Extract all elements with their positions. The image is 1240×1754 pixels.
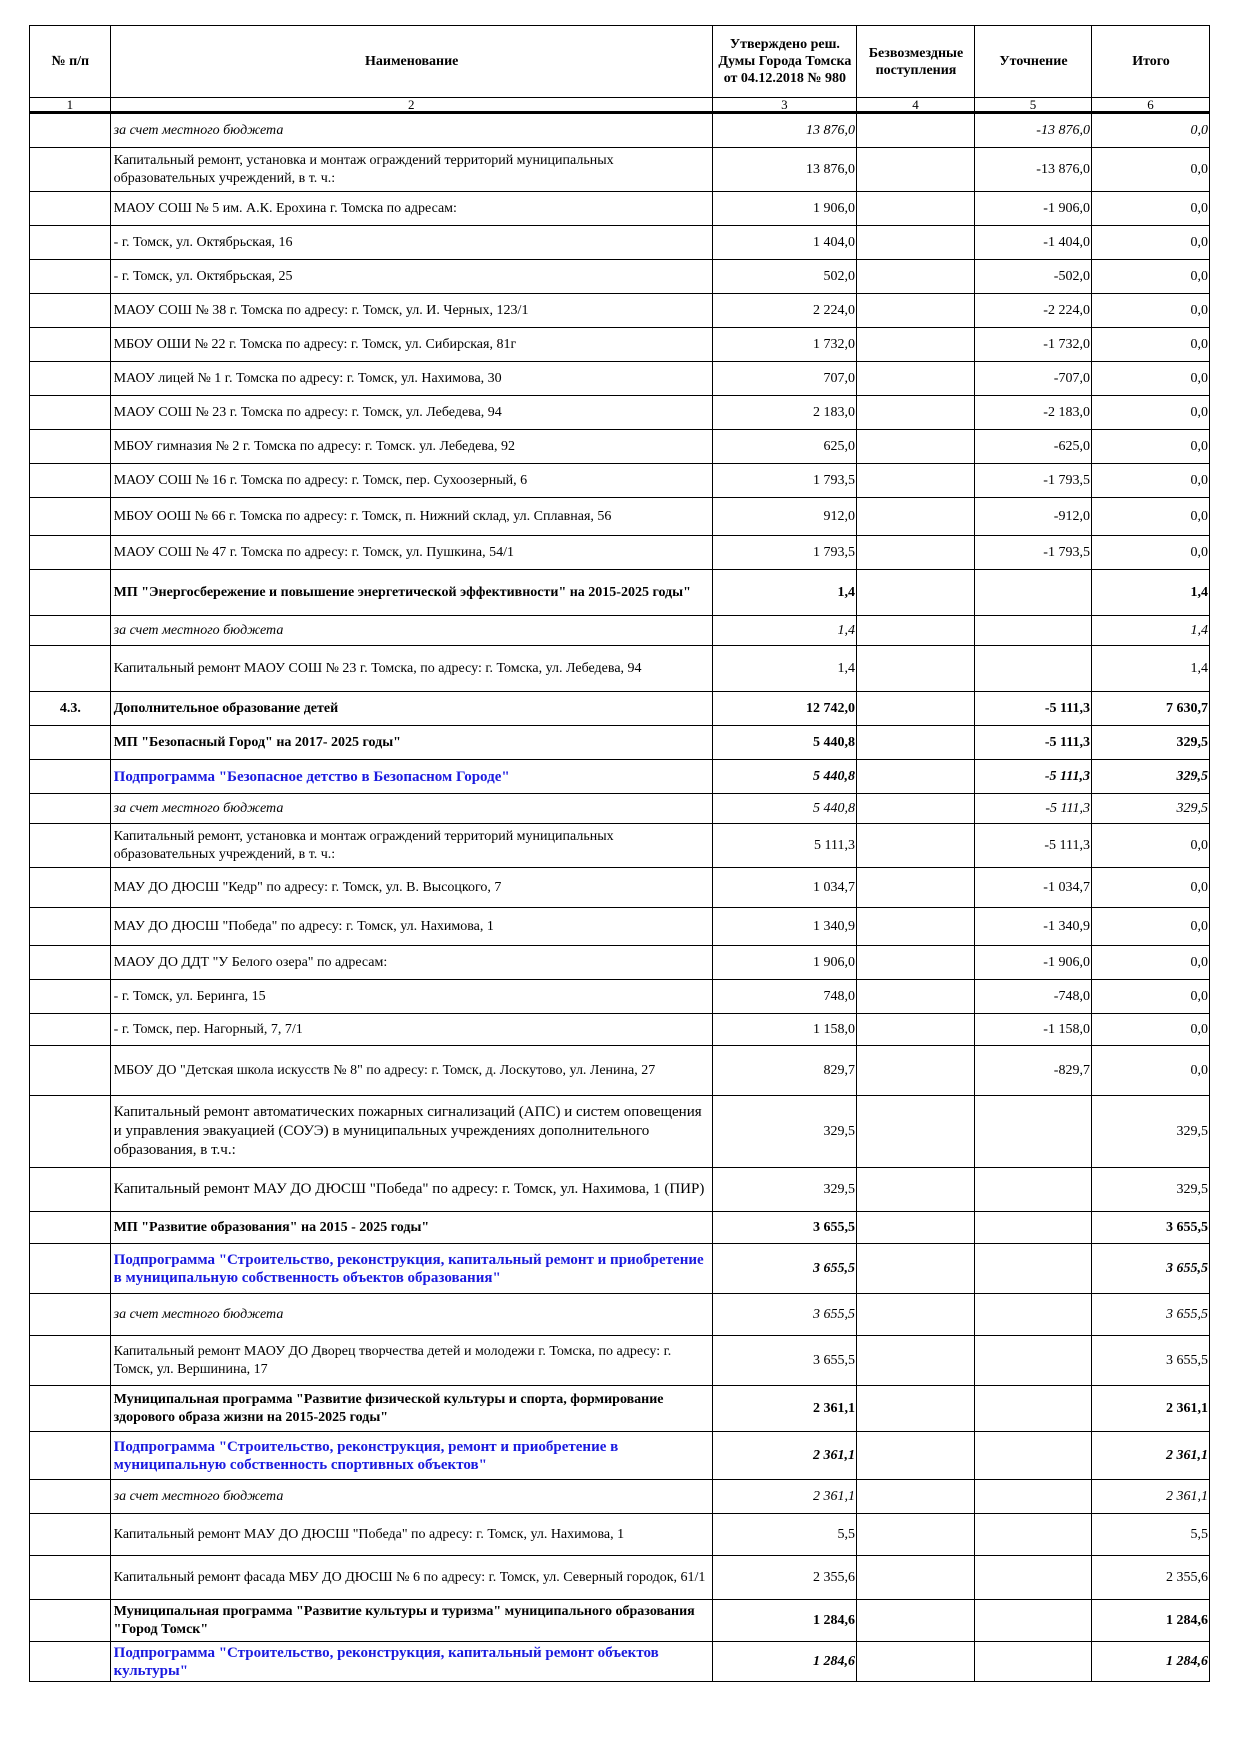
row-total: 1,4 [1091, 616, 1209, 646]
row-approved: 1 284,6 [712, 1600, 856, 1642]
table-row [30, 1046, 1210, 1096]
row-approved: 1 793,5 [712, 464, 856, 498]
row-total: 0,0 [1091, 536, 1209, 570]
budget-table [29, 25, 1210, 1682]
row-adjustment: -5 111,3 [974, 692, 1091, 726]
table-row [30, 464, 1210, 498]
row-name: Капитальный ремонт МАУ ДО ДЮСШ "Победа" по адресу: г. Томск, ул. Нахимова, 1 [110, 1514, 712, 1556]
row-name: Капитальный ремонт МАОУ ДО Дворец творчества детей и молодежи г. Томска, по адресу: г. Томск, ул. Вершинина, 17 [110, 1336, 712, 1386]
row-approved: 329,5 [712, 1096, 856, 1168]
row-adjustment [974, 1556, 1091, 1600]
table-row [30, 1480, 1210, 1514]
row-total: 0,0 [1091, 260, 1209, 294]
row-number: 4.3. [30, 692, 111, 726]
row-free-receipts [856, 1336, 974, 1386]
row-total: 0,0 [1091, 430, 1209, 464]
row-adjustment: -625,0 [974, 430, 1091, 464]
row-adjustment: -13 876,0 [974, 113, 1091, 148]
row-approved: 2 361,1 [712, 1480, 856, 1514]
row-free-receipts [856, 294, 974, 328]
row-name: Подпрограмма "Строительство, реконструкция, капитальный ремонт объектов культуры" [110, 1642, 712, 1682]
row-adjustment: -5 111,3 [974, 824, 1091, 868]
row-number [30, 946, 111, 980]
row-adjustment: -1 340,9 [974, 908, 1091, 946]
row-free-receipts [856, 726, 974, 760]
row-total: 329,5 [1091, 1168, 1209, 1212]
row-total: 0,0 [1091, 908, 1209, 946]
table-row [30, 362, 1210, 396]
table-row [30, 1294, 1210, 1336]
row-total: 1,4 [1091, 570, 1209, 616]
table-row [30, 294, 1210, 328]
row-free-receipts [856, 794, 974, 824]
row-total: 0,0 [1091, 113, 1209, 148]
row-free-receipts [856, 1014, 974, 1046]
table-row [30, 946, 1210, 980]
row-approved: 1 404,0 [712, 226, 856, 260]
row-name: Капитальный ремонт фасада МБУ ДО ДЮСШ № 6 по адресу: г. Томск, ул. Северный городок, 61/1 [110, 1556, 712, 1600]
row-free-receipts [856, 1046, 974, 1096]
row-approved: 1,4 [712, 570, 856, 616]
row-adjustment: -1 906,0 [974, 192, 1091, 226]
row-total: 0,0 [1091, 464, 1209, 498]
row-free-receipts [856, 1556, 974, 1600]
row-approved: 912,0 [712, 498, 856, 536]
row-approved: 2 224,0 [712, 294, 856, 328]
column-number: 2 [110, 98, 712, 113]
row-name: МБОУ ООШ № 66 г. Томска по адресу: г. Томск, п. Нижний склад, ул. Сплавная, 56 [110, 498, 712, 536]
row-free-receipts [856, 148, 974, 192]
row-number [30, 1168, 111, 1212]
column-number: 4 [856, 98, 974, 113]
row-total: 329,5 [1091, 794, 1209, 824]
row-number [30, 430, 111, 464]
row-number [30, 192, 111, 226]
table-row [30, 794, 1210, 824]
row-name: МАОУ ДО ДДТ "У Белого озера" по адресам: [110, 946, 712, 980]
row-approved: 748,0 [712, 980, 856, 1014]
table-row [30, 1168, 1210, 1212]
table-row [30, 1386, 1210, 1432]
row-adjustment: -912,0 [974, 498, 1091, 536]
row-number [30, 148, 111, 192]
row-free-receipts [856, 1168, 974, 1212]
row-adjustment [974, 1244, 1091, 1294]
row-free-receipts [856, 1386, 974, 1432]
row-approved: 12 742,0 [712, 692, 856, 726]
row-approved: 2 183,0 [712, 396, 856, 430]
row-number [30, 260, 111, 294]
row-name: за счет местного бюджета [110, 794, 712, 824]
row-total: 3 655,5 [1091, 1244, 1209, 1294]
table-row [30, 536, 1210, 570]
row-number [30, 464, 111, 498]
row-adjustment: -1 404,0 [974, 226, 1091, 260]
header-total: Итого [1091, 26, 1209, 98]
table-row [30, 1212, 1210, 1244]
row-free-receipts [856, 1212, 974, 1244]
row-number [30, 868, 111, 908]
row-number [30, 760, 111, 794]
row-total: 0,0 [1091, 226, 1209, 260]
row-total: 3 655,5 [1091, 1336, 1209, 1386]
row-number [30, 1556, 111, 1600]
row-name: МП "Безопасный Город" на 2017- 2025 годы" [110, 726, 712, 760]
column-number: 3 [712, 98, 856, 113]
row-free-receipts [856, 868, 974, 908]
row-total: 2 361,1 [1091, 1480, 1209, 1514]
row-name: за счет местного бюджета [110, 616, 712, 646]
row-number [30, 794, 111, 824]
row-free-receipts [856, 464, 974, 498]
row-total: 0,0 [1091, 868, 1209, 908]
row-number [30, 226, 111, 260]
row-approved: 707,0 [712, 362, 856, 396]
row-number [30, 328, 111, 362]
row-approved: 625,0 [712, 430, 856, 464]
row-name: за счет местного бюджета [110, 1294, 712, 1336]
row-total: 0,0 [1091, 980, 1209, 1014]
row-adjustment: -5 111,3 [974, 726, 1091, 760]
row-free-receipts [856, 692, 974, 726]
row-name: МАОУ СОШ № 47 г. Томска по адресу: г. Томск, ул. Пушкина, 54/1 [110, 536, 712, 570]
row-free-receipts [856, 536, 974, 570]
row-approved: 3 655,5 [712, 1336, 856, 1386]
row-total: 329,5 [1091, 760, 1209, 794]
row-approved: 1 158,0 [712, 1014, 856, 1046]
header-adjustment: Уточнение [974, 26, 1091, 98]
row-approved: 1 793,5 [712, 536, 856, 570]
table-row [30, 498, 1210, 536]
row-free-receipts [856, 1480, 974, 1514]
row-approved: 13 876,0 [712, 148, 856, 192]
row-number [30, 362, 111, 396]
row-number [30, 1432, 111, 1480]
row-approved: 5 440,8 [712, 760, 856, 794]
row-adjustment: -748,0 [974, 980, 1091, 1014]
row-total: 0,0 [1091, 946, 1209, 980]
row-free-receipts [856, 824, 974, 868]
table-row [30, 1642, 1210, 1682]
row-name: МБОУ ДО "Детская школа искусств № 8" по адресу: г. Томск, д. Лоскутово, ул. Ленина, 27 [110, 1046, 712, 1096]
row-number [30, 1514, 111, 1556]
row-free-receipts [856, 570, 974, 616]
row-adjustment: -13 876,0 [974, 148, 1091, 192]
row-number [30, 1096, 111, 1168]
row-approved: 3 655,5 [712, 1244, 856, 1294]
row-total: 0,0 [1091, 294, 1209, 328]
row-total: 329,5 [1091, 726, 1209, 760]
row-number [30, 908, 111, 946]
row-name: МП "Развитие образования" на 2015 - 2025 годы" [110, 1212, 712, 1244]
row-name: Подпрограмма "Строительство, реконструкция, капитальный ремонт и приобретение в муниципальную собственность объектов образования" [110, 1244, 712, 1294]
row-adjustment: -502,0 [974, 260, 1091, 294]
row-name: Дополнительное образование детей [110, 692, 712, 726]
row-number [30, 294, 111, 328]
table-row [30, 824, 1210, 868]
row-name: Капитальный ремонт, установка и монтаж ограждений территорий муниципальных образовательных учреждений, в т. ч.: [110, 824, 712, 868]
table-row [30, 226, 1210, 260]
table-row [30, 1244, 1210, 1294]
row-number [30, 396, 111, 430]
row-name: МАОУ СОШ № 16 г. Томска по адресу: г. Томск, пер. Сухоозерный, 6 [110, 464, 712, 498]
row-adjustment: -2 183,0 [974, 396, 1091, 430]
row-number [30, 1014, 111, 1046]
row-approved: 2 355,6 [712, 1556, 856, 1600]
row-total: 1 284,6 [1091, 1642, 1209, 1682]
row-total: 0,0 [1091, 1014, 1209, 1046]
row-free-receipts [856, 980, 974, 1014]
table-row [30, 1336, 1210, 1386]
row-number [30, 1046, 111, 1096]
row-name: МАОУ СОШ № 38 г. Томска по адресу: г. Томск, ул. И. Черных, 123/1 [110, 294, 712, 328]
table-row [30, 760, 1210, 794]
row-adjustment [974, 1168, 1091, 1212]
row-approved: 1 034,7 [712, 868, 856, 908]
row-adjustment: -5 111,3 [974, 794, 1091, 824]
table-row [30, 1014, 1210, 1046]
row-total: 0,0 [1091, 396, 1209, 430]
row-total: 0,0 [1091, 1046, 1209, 1096]
table-row [30, 328, 1210, 362]
row-adjustment [974, 1212, 1091, 1244]
row-number [30, 1294, 111, 1336]
row-approved: 1 732,0 [712, 328, 856, 362]
row-total: 1,4 [1091, 646, 1209, 692]
row-adjustment: -1 793,5 [974, 536, 1091, 570]
row-approved: 5 440,8 [712, 794, 856, 824]
row-adjustment: -707,0 [974, 362, 1091, 396]
table-row [30, 616, 1210, 646]
row-number [30, 980, 111, 1014]
row-adjustment [974, 1480, 1091, 1514]
row-approved: 829,7 [712, 1046, 856, 1096]
row-name: МАУ ДО ДЮСШ "Кедр" по адресу: г. Томск, ул. В. Высоцкого, 7 [110, 868, 712, 908]
row-name: Муниципальная программа "Развитие культуры и туризма" муниципального образования "Город Томск" [110, 1600, 712, 1642]
row-free-receipts [856, 260, 974, 294]
row-free-receipts [856, 946, 974, 980]
row-free-receipts [856, 1244, 974, 1294]
row-adjustment [974, 1386, 1091, 1432]
row-approved: 2 361,1 [712, 1386, 856, 1432]
row-approved: 3 655,5 [712, 1294, 856, 1336]
row-total: 2 355,6 [1091, 1556, 1209, 1600]
row-number [30, 113, 111, 148]
row-adjustment: -1 158,0 [974, 1014, 1091, 1046]
row-approved: 2 361,1 [712, 1432, 856, 1480]
row-total: 0,0 [1091, 148, 1209, 192]
table-row [30, 430, 1210, 464]
row-approved: 3 655,5 [712, 1212, 856, 1244]
row-number [30, 536, 111, 570]
header-free-receipts: Безвозмездные поступления [856, 26, 974, 98]
table-row [30, 692, 1210, 726]
row-adjustment: -1 793,5 [974, 464, 1091, 498]
row-adjustment: -1 034,7 [974, 868, 1091, 908]
row-name: Подпрограмма "Строительство, реконструкция, ремонт и приобретение в муниципальную собственность спортивных объектов" [110, 1432, 712, 1480]
row-name: - г. Томск, пер. Нагорный, 7, 7/1 [110, 1014, 712, 1046]
row-approved: 5,5 [712, 1514, 856, 1556]
row-number [30, 1600, 111, 1642]
column-number: 1 [30, 98, 111, 113]
row-adjustment [974, 1514, 1091, 1556]
row-name: Муниципальная программа "Развитие физической культуры и спорта, формирование здорового образа жизни на 2015-2025 годы" [110, 1386, 712, 1432]
table-row [30, 646, 1210, 692]
row-free-receipts [856, 226, 974, 260]
header-approved: Утверждено реш. Думы Города Томска от 04.12.2018 № 980 [712, 26, 856, 98]
table-row [30, 1432, 1210, 1480]
row-free-receipts [856, 760, 974, 794]
row-name: МАОУ СОШ № 5 им. А.К. Ерохина г. Томска по адресам: [110, 192, 712, 226]
row-approved: 5 111,3 [712, 824, 856, 868]
row-free-receipts [856, 498, 974, 536]
row-approved: 13 876,0 [712, 113, 856, 148]
row-free-receipts [856, 1514, 974, 1556]
row-total: 0,0 [1091, 824, 1209, 868]
row-total: 0,0 [1091, 362, 1209, 396]
table-row [30, 868, 1210, 908]
table-row [30, 908, 1210, 946]
row-total: 0,0 [1091, 328, 1209, 362]
row-name: - г. Томск, ул. Октябрьская, 25 [110, 260, 712, 294]
table-row [30, 192, 1210, 226]
row-name: за счет местного бюджета [110, 113, 712, 148]
row-adjustment [974, 1600, 1091, 1642]
row-adjustment [974, 1096, 1091, 1168]
row-total: 0,0 [1091, 192, 1209, 226]
table-row [30, 980, 1210, 1014]
row-free-receipts [856, 396, 974, 430]
row-approved: 1,4 [712, 616, 856, 646]
row-number [30, 824, 111, 868]
row-total: 3 655,5 [1091, 1294, 1209, 1336]
table-row [30, 1556, 1210, 1600]
row-name: за счет местного бюджета [110, 1480, 712, 1514]
row-adjustment: -829,7 [974, 1046, 1091, 1096]
row-free-receipts [856, 908, 974, 946]
row-adjustment [974, 570, 1091, 616]
row-name: Капитальный ремонт МАОУ СОШ № 23 г. Томска, по адресу: г. Томска, ул. Лебедева, 94 [110, 646, 712, 692]
row-name: МБОУ гимназия № 2 г. Томска по адресу: г. Томск. ул. Лебедева, 92 [110, 430, 712, 464]
row-number [30, 1336, 111, 1386]
row-total: 3 655,5 [1091, 1212, 1209, 1244]
row-approved: 1 906,0 [712, 946, 856, 980]
row-adjustment [974, 1294, 1091, 1336]
row-free-receipts [856, 328, 974, 362]
row-free-receipts [856, 1600, 974, 1642]
row-approved: 5 440,8 [712, 726, 856, 760]
row-number [30, 1212, 111, 1244]
row-number [30, 1386, 111, 1432]
row-name: Капитальный ремонт МАУ ДО ДЮСШ "Победа" по адресу: г. Томск, ул. Нахимова, 1 (ПИР) [110, 1168, 712, 1212]
table-row [30, 396, 1210, 430]
row-name: МАОУ СОШ № 23 г. Томска по адресу: г. Томск, ул. Лебедева, 94 [110, 396, 712, 430]
column-number-row [30, 98, 1210, 113]
row-name: Подпрограмма "Безопасное детство в Безопасном Городе" [110, 760, 712, 794]
row-number [30, 1244, 111, 1294]
row-adjustment [974, 1642, 1091, 1682]
table-row [30, 726, 1210, 760]
table-row [30, 148, 1210, 192]
row-number [30, 726, 111, 760]
row-number [30, 616, 111, 646]
row-total: 0,0 [1091, 498, 1209, 536]
header-row [30, 26, 1210, 98]
row-number [30, 570, 111, 616]
row-approved: 1,4 [712, 646, 856, 692]
row-adjustment: -2 224,0 [974, 294, 1091, 328]
row-total: 329,5 [1091, 1096, 1209, 1168]
row-free-receipts [856, 646, 974, 692]
table-row [30, 1600, 1210, 1642]
row-approved: 1 284,6 [712, 1642, 856, 1682]
row-name: Капитальный ремонт, установка и монтаж ограждений территорий муниципальных образовательных учреждений, в т. ч.: [110, 148, 712, 192]
row-name: МБОУ ОШИ № 22 г. Томска по адресу: г. Томск, ул. Сибирская, 81г [110, 328, 712, 362]
row-approved: 329,5 [712, 1168, 856, 1212]
row-free-receipts [856, 113, 974, 148]
row-total: 7 630,7 [1091, 692, 1209, 726]
row-number [30, 646, 111, 692]
row-total: 5,5 [1091, 1514, 1209, 1556]
header-name: Наименование [110, 26, 712, 98]
row-name: - г. Томск, ул. Беринга, 15 [110, 980, 712, 1014]
row-adjustment: -5 111,3 [974, 760, 1091, 794]
table-row [30, 113, 1210, 148]
header-number: № п/п [30, 26, 111, 98]
row-total: 2 361,1 [1091, 1432, 1209, 1480]
row-number [30, 1642, 111, 1682]
row-adjustment [974, 1432, 1091, 1480]
row-adjustment [974, 646, 1091, 692]
row-total: 2 361,1 [1091, 1386, 1209, 1432]
row-name: - г. Томск, ул. Октябрьская, 16 [110, 226, 712, 260]
row-adjustment: -1 732,0 [974, 328, 1091, 362]
table-row [30, 1096, 1210, 1168]
column-number: 5 [974, 98, 1091, 113]
row-name: МАОУ лицей № 1 г. Томска по адресу: г. Томск, ул. Нахимова, 30 [110, 362, 712, 396]
row-free-receipts [856, 362, 974, 396]
row-approved: 1 906,0 [712, 192, 856, 226]
row-free-receipts [856, 1432, 974, 1480]
row-adjustment: -1 906,0 [974, 946, 1091, 980]
table-row [30, 1514, 1210, 1556]
row-name: МП "Энергосбережение и повышение энергетической эффективности" на 2015-2025 годы" [110, 570, 712, 616]
column-number: 6 [1091, 98, 1209, 113]
row-name: Капитальный ремонт автоматических пожарных сигнализаций (АПС) и систем оповещения и управления эвакуацией (СОУЭ) в муниципальных учреждениях дополнительного образования, в т.ч.: [110, 1096, 712, 1168]
row-free-receipts [856, 430, 974, 464]
row-total: 1 284,6 [1091, 1600, 1209, 1642]
row-approved: 1 340,9 [712, 908, 856, 946]
row-adjustment [974, 1336, 1091, 1386]
row-number [30, 498, 111, 536]
row-number [30, 1480, 111, 1514]
row-free-receipts [856, 1096, 974, 1168]
row-free-receipts [856, 1294, 974, 1336]
row-free-receipts [856, 192, 974, 226]
row-free-receipts [856, 616, 974, 646]
row-free-receipts [856, 1642, 974, 1682]
table-row [30, 260, 1210, 294]
row-adjustment [974, 616, 1091, 646]
row-name: МАУ ДО ДЮСШ "Победа" по адресу: г. Томск, ул. Нахимова, 1 [110, 908, 712, 946]
table-row [30, 570, 1210, 616]
row-approved: 502,0 [712, 260, 856, 294]
